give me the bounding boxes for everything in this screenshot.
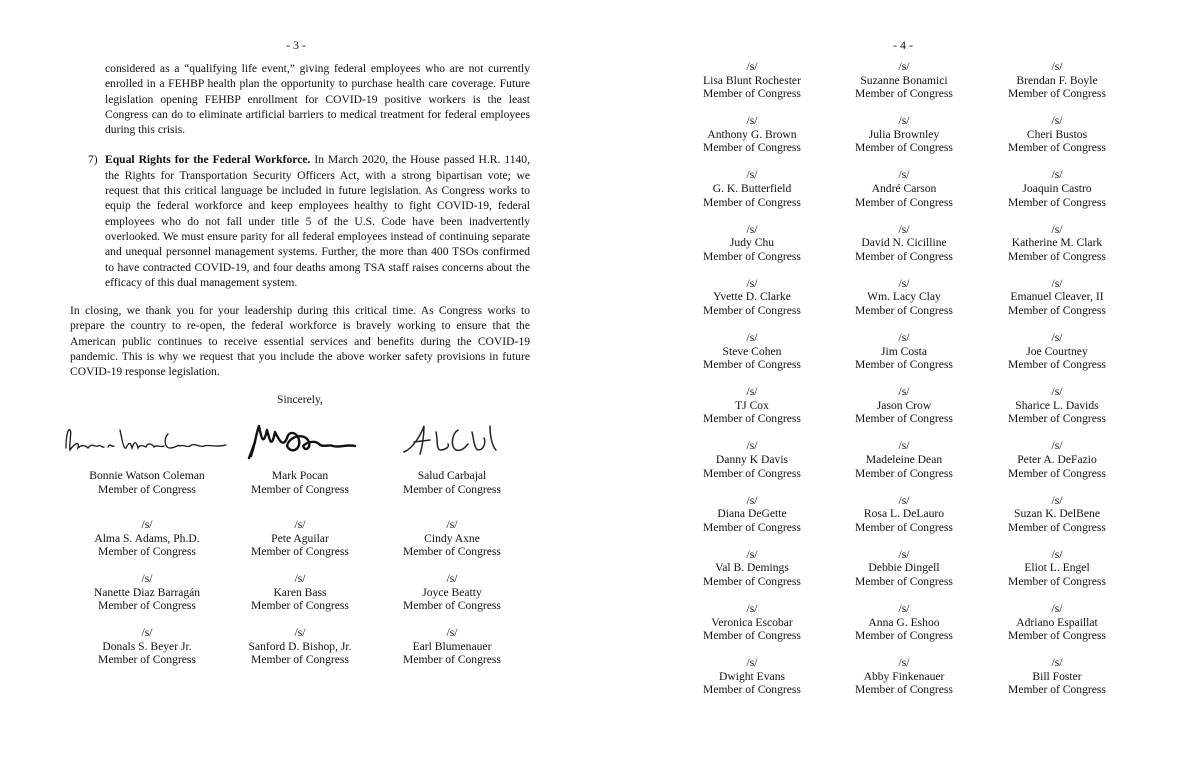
signer-name: Sanford D. Bishop, Jr. [248,639,352,653]
signer-name: Diana DeGette [717,507,787,521]
signer-role: Member of Congress [251,653,349,667]
signer-role: Member of Congress [703,629,801,643]
signer-name: Debbie Dingell [868,561,940,575]
signer-name: Peter A. DeFazio [1017,452,1097,466]
letter-body [70,61,530,380]
signer-name: David N. Cicilline [861,236,947,250]
signature-mark: /s/ [1051,439,1063,453]
signature-mark: /s/ [746,60,758,73]
signature-mark: /s/ [746,602,758,615]
signature-mark: /s/ [898,60,910,73]
signature-mark: /s/ [898,168,910,182]
signer-name: Julia Brownley [868,127,940,141]
signer-role: Member of Congress [703,358,801,372]
signer-role: Member of Congress [1008,629,1106,643]
signer-name: Cindy Axne [424,531,480,545]
signature-mark: /s/ [446,572,458,585]
signer-block [982,331,1132,372]
signature-mark: /s/ [141,572,153,585]
signer-block [677,548,827,589]
signer-block [225,469,375,496]
signer-role: Member of Congress [855,358,953,372]
signer-name: Karen Bass [273,585,327,599]
signature-mark: /s/ [898,222,910,236]
signature-mark: /s/ [746,493,758,507]
signer-role: Member of Congress [403,545,501,559]
signer-role: Member of Congress [98,599,196,613]
signer-name: Madeleine Dean [865,452,943,466]
signer-block [982,602,1132,643]
signature-mark: /s/ [898,547,910,561]
signature-mark: /s/ [746,168,758,182]
signer-role: Member of Congress [1008,303,1106,317]
signer-name: Jason Crow [876,398,932,412]
signer-block [72,469,222,496]
signer-role: Member of Congress [251,599,349,613]
signer-block [225,572,375,613]
signer-role: Member of Congress [855,249,953,263]
signer-name: Rosa L. DeLauro [863,507,945,521]
signature-mark: /s/ [1051,602,1063,615]
signer-role: Member of Congress [251,545,349,559]
signer-name: Anthony G. Brown [707,127,797,141]
signer-block [677,439,827,480]
signer-role: Member of Congress [855,683,953,697]
signer-block [982,223,1132,264]
signature-mark: /s/ [1051,114,1063,128]
signer-block [829,168,979,209]
signer-role: Member of Congress [1008,87,1106,101]
signer-block [982,439,1132,480]
signer-role: Member of Congress [1008,412,1106,426]
signer-name: Joe Courtney [1026,344,1088,358]
signer-block [982,656,1132,697]
signer-role: Member of Congress [98,482,196,496]
signer-name: Veronica Escobar [711,615,793,629]
signature-mark: /s/ [898,385,910,399]
signer-block [829,60,979,101]
signer-name: Mark Pocan [271,469,329,482]
signer-name: G. K. Butterfield [712,181,792,195]
signer-name: Brendan F. Boyle [1016,73,1098,87]
signer-role: Member of Congress [1008,249,1106,263]
signer-block [982,168,1132,209]
signature-mark: /s/ [1051,547,1063,561]
signature-mark: /s/ [898,602,910,615]
signer-name: Joyce Beatty [422,585,482,599]
signer-role: Member of Congress [98,545,196,559]
signer-name: Earl Blumenauer [412,639,492,653]
signer-role: Member of Congress [1008,683,1106,697]
signer-block [982,277,1132,318]
signer-block [829,114,979,155]
signer-name: Lisa Blunt Rochester [703,73,801,87]
signer-role: Member of Congress [98,653,196,667]
signature-mark: /s/ [746,385,758,399]
signer-name: Eliot L. Engel [1024,561,1090,575]
signer-name: Sharice L. Davids [1015,398,1099,412]
signer-block [677,223,827,264]
signer-block [829,277,979,318]
signer-role: Member of Congress [703,466,801,480]
signature-mark: /s/ [898,276,910,290]
signer-block [829,548,979,589]
signer-role: Member of Congress [1008,195,1106,209]
signer-block [982,114,1132,155]
signer-name: TJ Cox [735,398,769,412]
signer-name: Cheri Bustos [1026,127,1088,141]
list-item-title: Equal Rights for the Federal Workforce. [105,153,311,167]
signature-mark: /s/ [1051,276,1063,290]
closing-paragraph: In closing, we thank you for your leadership during this critical time. As Congress works to prepare the country to re-open, the federal workforce is bravely working to ensure that the American public continues to receive essential services and benefits during the COVID-19 pandemic. This is why we request that you include the above worker safety provisions in future COVID-19 response legislation. [70,304,530,379]
signer-block [982,385,1132,426]
signer-role: Member of Congress [1008,141,1106,155]
list-item-number: 7) [88,153,98,167]
signer-block [677,331,827,372]
signer-block [72,518,222,559]
signer-block [377,572,527,613]
signer-block [829,656,979,697]
signature-carbajal [400,420,510,460]
signer-name: Nanette Diaz Barragán [93,585,201,599]
page-number: - 4 - [893,38,913,52]
signer-name: Bonnie Watson Coleman [89,469,205,482]
signer-name: Suzan K. DelBene [1014,507,1100,521]
signature-mark: /s/ [1051,222,1063,236]
signer-block [982,494,1132,535]
signer-role: Member of Congress [703,574,801,588]
signer-block [677,168,827,209]
signature-mark: /s/ [294,572,306,585]
signer-role: Member of Congress [855,87,953,101]
signer-name: Dwight Evans [718,669,785,683]
signer-block [677,60,827,101]
signature-mark: /s/ [746,222,758,236]
signature-mark: /s/ [746,439,758,453]
signer-role: Member of Congress [855,574,953,588]
signer-name: Wm. Lacy Clay [867,290,941,304]
signature-mark: /s/ [446,518,458,531]
signature-mark: /s/ [898,439,910,453]
signer-name: André Carson [871,181,937,195]
signer-name: Salud Carbajal [417,469,487,482]
signature-mark: /s/ [1051,493,1063,507]
sincerely: Sincerely, [277,393,323,406]
signature-pocan [245,418,365,462]
page-number: - 3 - [286,38,306,52]
signer-role: Member of Congress [703,195,801,209]
signer-role: Member of Congress [703,87,801,101]
signer-role: Member of Congress [855,195,953,209]
signer-block [377,518,527,559]
signer-role: Member of Congress [855,412,953,426]
signature-mark: /s/ [746,656,758,670]
signer-name: Emanuel Cleaver, II [1010,290,1104,304]
signer-role: Member of Congress [403,599,501,613]
signer-block [982,60,1132,101]
signer-role: Member of Congress [855,520,953,534]
signature-mark: /s/ [141,626,153,639]
signer-block [829,385,979,426]
signer-block [829,494,979,535]
signer-role: Member of Congress [855,629,953,643]
signer-role: Member of Congress [855,466,953,480]
signature-watson-coleman [60,418,236,462]
signer-role: Member of Congress [403,653,501,667]
signer-block [982,548,1132,589]
signer-role: Member of Congress [703,249,801,263]
signer-name: Abby Finkenauer [863,669,945,683]
signer-name: Judy Chu [729,236,775,250]
signer-role: Member of Congress [703,520,801,534]
signer-block [829,602,979,643]
signer-role: Member of Congress [703,303,801,317]
signer-block [677,385,827,426]
signer-name: Jim Costa [880,344,928,358]
signer-name: Anna G. Eshoo [868,615,940,629]
signer-name: Steve Cohen [722,344,782,358]
signer-name: Bill Foster [1032,669,1082,683]
list-item-7 [88,152,531,290]
signature-mark: /s/ [746,547,758,561]
signature-mark: /s/ [446,626,458,639]
signer-block [677,277,827,318]
signer-role: Member of Congress [1008,520,1106,534]
list-item-text: In March 2020, the House passed H.R. 1140, the Rights for Transportation Security Officers Act, with a strong bipartisan vote; we request that this critical language be included in future legislation. As Congress works to equip the federal workforce and keep employees healthy to fight COVID-19, federal employees who do not fall under title 5 of the U.S. Code have been inadvertently overlooked. We must ensure parity for all federal employees instead of continuing separate and unequal personnel management systems. Further, the more than 400 TSOs confirmed to have contracted COVID-19, and four deaths among TSA staff raises concerns about the efficacy of this dual management system. [105,153,531,289]
signer-name: Joaquin Castro [1022,181,1092,195]
signer-block [829,331,979,372]
signer-name: Danny K Davis [715,452,789,466]
signer-block [72,572,222,613]
signature-mark: /s/ [898,656,910,670]
signature-mark: /s/ [746,331,758,344]
signer-role: Member of Congress [251,482,349,496]
signature-mark: /s/ [294,626,306,639]
signer-block [677,602,827,643]
signer-name: Katherine M. Clark [1011,236,1103,250]
signature-mark: /s/ [898,331,910,344]
signer-name: Alma S. Adams, Ph.D. [94,531,200,545]
signature-mark: /s/ [141,518,153,531]
signer-block [377,626,527,667]
signer-role: Member of Congress [703,412,801,426]
signature-mark: /s/ [898,493,910,507]
signer-role: Member of Congress [703,141,801,155]
paragraph-continued: considered as a “qualifying life event,” giving federal employees who are not currently enrolled in a FEHBP health plan the opportunity to purchase health care coverage. Future legislation opening FEHBP enrollment for COVID-19 positive workers is the least Congress can do to eliminate artificial barriers to medical treatment for federal employees during this crisis. [105,62,530,137]
signer-block [829,223,979,264]
signer-block [829,439,979,480]
signer-block [225,518,375,559]
signer-role: Member of Congress [1008,574,1106,588]
signer-block [72,626,222,667]
signer-name: Pete Aguilar [271,531,329,545]
signature-mark: /s/ [1051,385,1063,399]
signer-block [225,626,375,667]
signer-role: Member of Congress [1008,466,1106,480]
signer-block [677,494,827,535]
signer-role: Member of Congress [1008,358,1106,372]
signer-name: Donals S. Beyer Jr. [102,639,192,653]
signer-role: Member of Congress [403,482,501,496]
signature-mark: /s/ [1051,60,1063,73]
signature-mark: /s/ [1051,168,1063,182]
signature-mark: /s/ [294,518,306,531]
signer-role: Member of Congress [855,303,953,317]
signer-block [677,656,827,697]
signature-mark: /s/ [746,276,758,290]
signer-role: Member of Congress [855,141,953,155]
page-4 [600,0,1200,776]
signature-mark: /s/ [1051,331,1063,344]
signer-name: Adriano Espaillat [1016,615,1098,629]
signature-mark: /s/ [898,114,910,128]
signer-block [377,469,527,496]
signature-mark: /s/ [746,114,758,128]
signer-name: Suzanne Bonamici [860,73,948,87]
signer-role: Member of Congress [703,683,801,697]
signer-name: Yvette D. Clarke [713,290,791,304]
signer-name: Val B. Demings [715,561,789,575]
signature-mark: /s/ [1051,656,1063,670]
signer-block [677,114,827,155]
